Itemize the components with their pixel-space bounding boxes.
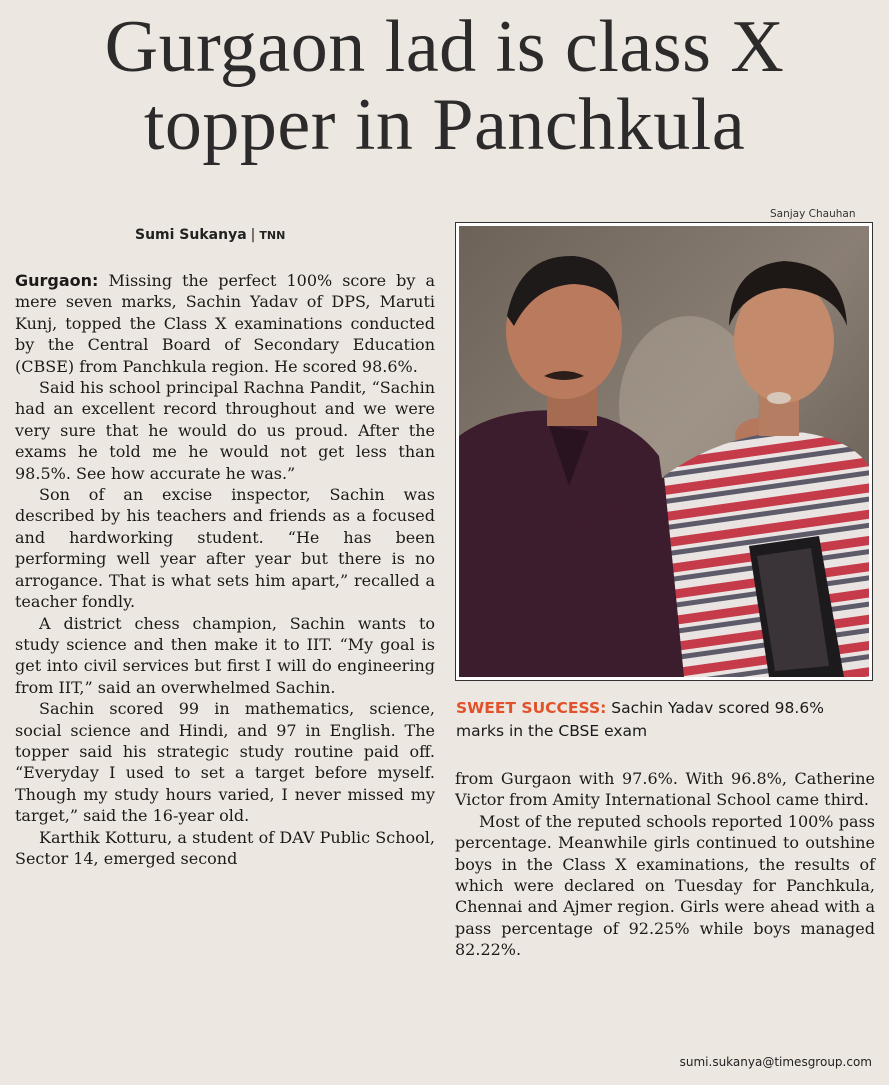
paragraph-1 xyxy=(15,270,435,377)
paragraph-4: A district chess champion, Sachin wants to study science and then make it to IIT. “My goal is get into civil services but first I will do engineering from IIT,” said an overwhelmed Sachin. xyxy=(15,613,435,697)
paragraph-6: Karthik Kotturu, a student of DAV Public School, Sector 14, emerged second xyxy=(15,827,435,868)
paragraph-3: Son of an excise inspector, Sachin was described by his teachers and friends as a focused and hardworking student. “He has been performing well year after year but there is no arrogance. That is what sets him apart,” recalled a teacher fondly. xyxy=(15,485,435,612)
paragraph-8: Most of the reputed schools reported 100% pass percentage. Meanwhile girls continued to outshine boys in the Class X examinations, the results of which were declared on Tuesday for Panchkula, Chennai and Ajmer region. Girls were ahead with a pass percentage of 92.25% while boys managed 82.22%. xyxy=(455,811,875,960)
paragraph-7: from Gurgaon with 97.6%. With 96.8%, Catherine Victor from Amity International School came third. xyxy=(455,769,875,810)
photo-caption xyxy=(456,697,876,743)
author-email: sumi.sukanya@timesgroup.com xyxy=(679,1055,872,1069)
caption-kicker: SWEET SUCCESS: xyxy=(456,699,607,717)
paragraph-2: Said his school principal Rachna Pandit, “Sachin had an excellent record throughout and we were very sure that he would do us proud. After the exams he told me he would not get less than 98.5%. See how accurate he was.” xyxy=(15,378,435,483)
photo-principal-feeding-sweet-to-student xyxy=(459,226,869,677)
byline-author: Sumi Sukanya xyxy=(135,227,247,243)
news-photo xyxy=(455,222,873,681)
article-body-left xyxy=(15,270,435,869)
byline xyxy=(135,227,285,243)
paragraph-5: Sachin scored 99 in mathematics, science, social science and Hindi, and 97 in English. The topper said his strategic study routine paid off. “Everyday I used to set a target before myself. Though my study hours varied, I never missed my target,” said the 16-year old. xyxy=(15,699,435,826)
photo-credit: Sanjay Chauhan xyxy=(770,208,856,220)
byline-separator: | xyxy=(250,227,256,243)
headline: Gurgaon lad is class X topper in Panchkula xyxy=(104,6,785,166)
caption-text: Sachin Yadav scored 98.6% marks in the CBSE exam xyxy=(456,699,824,740)
dateline: Gurgaon: xyxy=(15,271,99,290)
article-body-right xyxy=(455,768,875,961)
byline-agency: TNN xyxy=(259,229,286,242)
paragraph-1-text: Missing the perfect 100% score by a mere seven marks, Sachin Yadav of DPS, Maruti Kunj, topped the Class X examinations conducted by the Central Board of Secondary Education (CBSE) from Panchkula region. He scored 98.6%. xyxy=(15,271,435,376)
